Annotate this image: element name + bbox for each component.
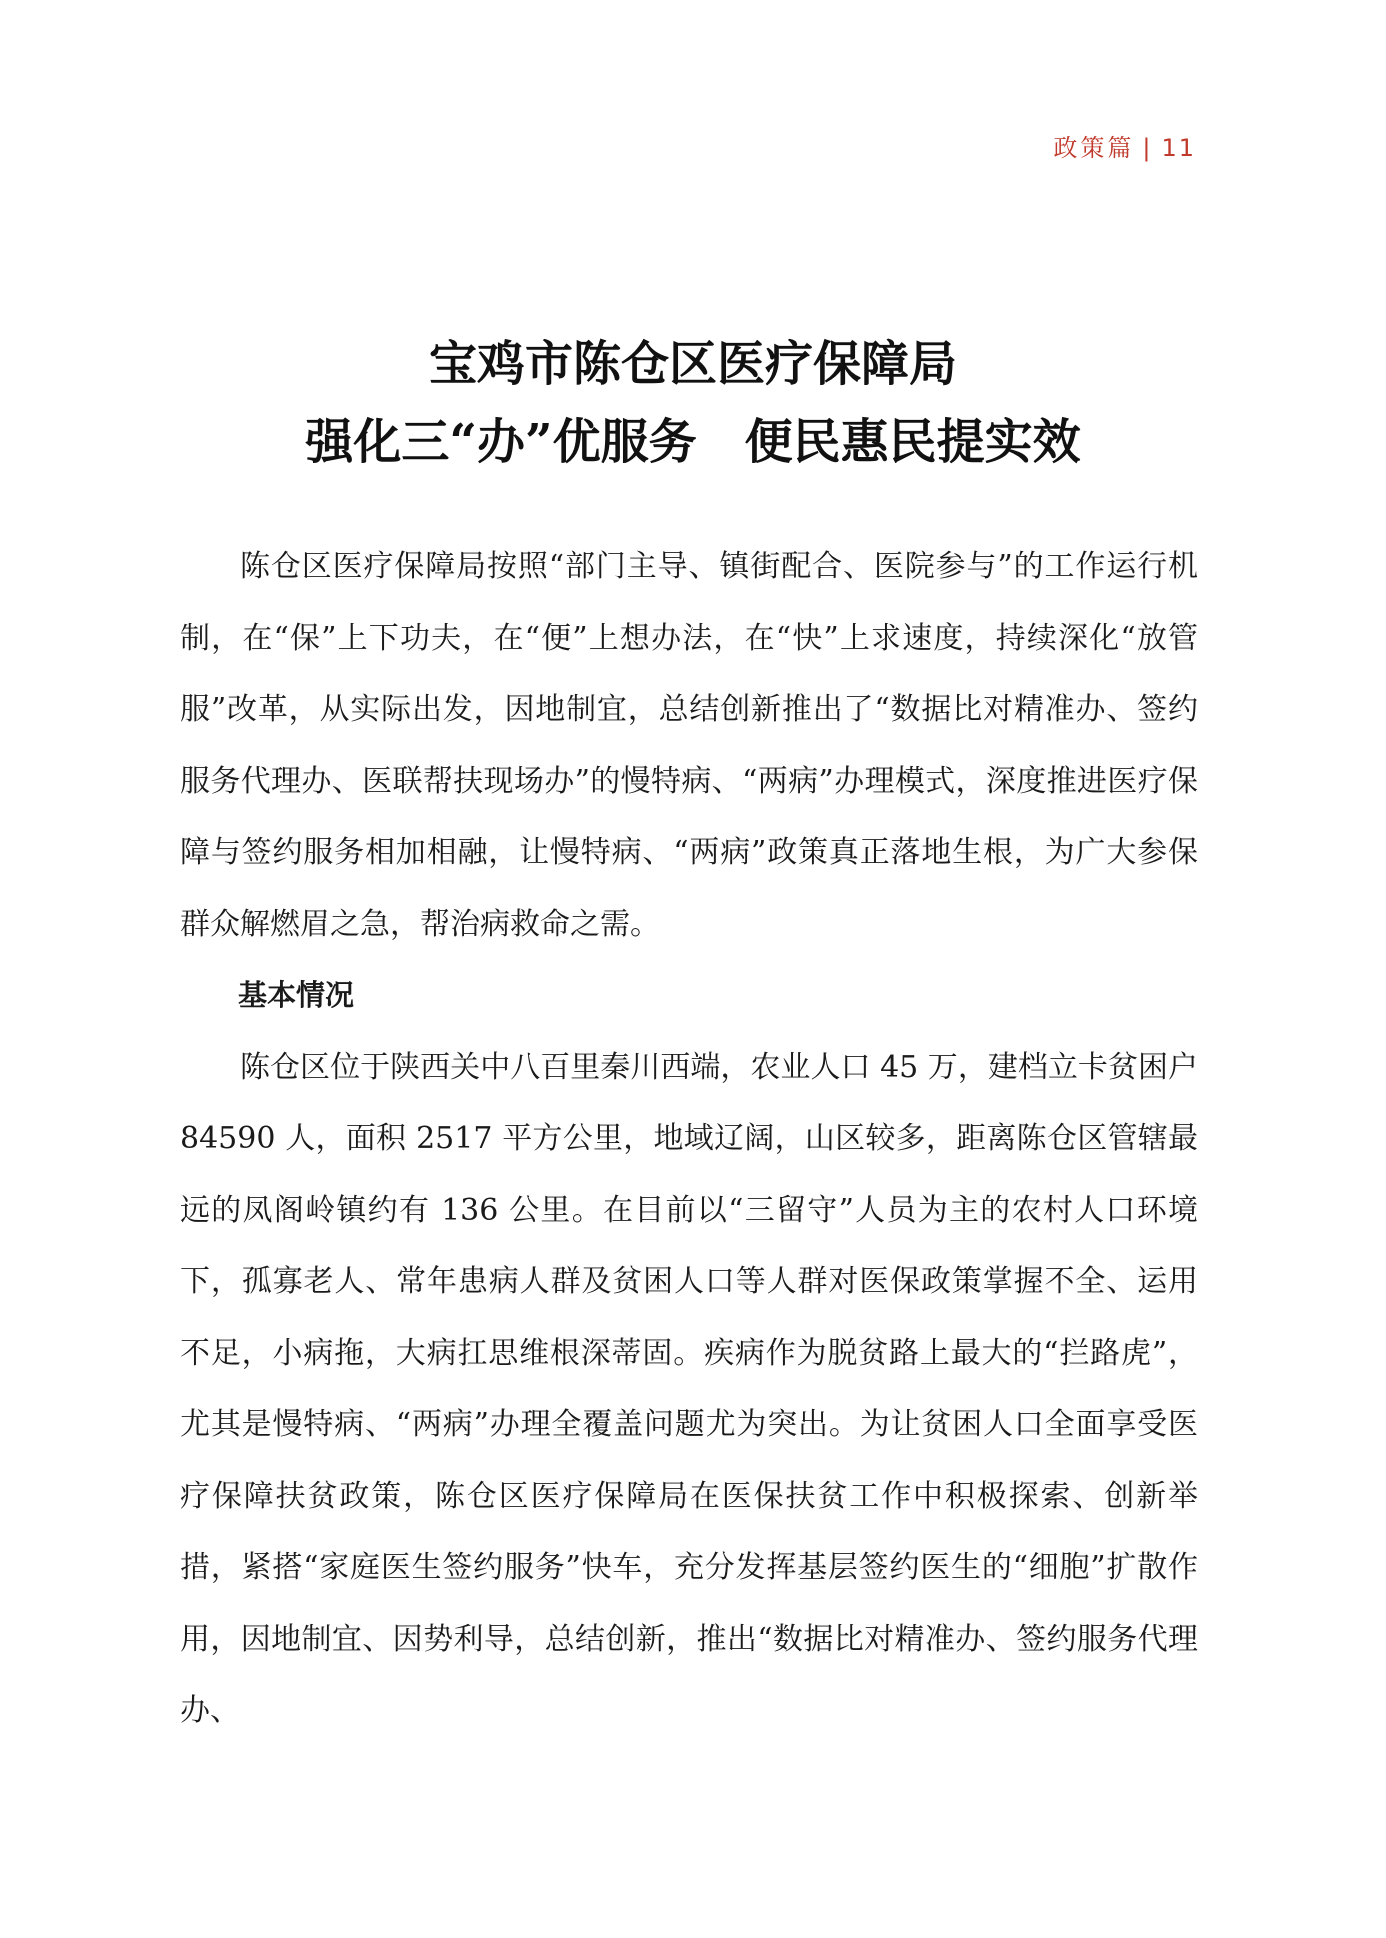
section-label: 政策篇 [1053,134,1135,162]
header-separator: | [1142,134,1154,162]
intro-paragraph: 陈仓区医疗保障局按照“部门主导、镇街配合、医院参与”的工作运行机制，在“保”上下功夫，在“便”上想办法，在“快”上求速度，持续深化“放管服”改革，从实际出发，因地制宜，总结创新推出了“数据比对精准办、签约服务代理办、医联帮扶现场办”的慢特病、“两病”办理模式，深度推进医疗保障与签约服务相加相融，让慢特病、“两病”政策真正落地生根，为广大参保群众解燃眉之急，帮治病救命之需。 [180,549,1198,942]
running-header [1053,128,1196,163]
title-line-2: 强化三“办”优服务 便民惠民提实效 [305,414,1081,470]
section-heading-basic-situation: 基本情况 [238,978,355,1012]
page-number: 11 [1161,134,1196,162]
article-title [0,325,1386,481]
article-body [180,531,1198,1747]
title-line-1: 宝鸡市陈仓区医疗保障局 [428,336,957,392]
basic-situation-paragraph: 陈仓区位于陕西关中八百里秦川西端，农业人口 45 万，建档立卡贫困户 84590 人，面积 2517 平方公里，地域辽阔，山区较多，距离陈仓区管辖最远的凤阁岭镇约有 136 公里。在目前以“三留守”人员为主的农村人口环境下，孤寡老人、常年患病人群及贫困人口等人群对医保政策掌握不全、运用不足，小病拖，大病扛思维根深蒂固。疾病作为脱贫路上最大的“拦路虎”，尤其是慢特病、“两病”办理全覆盖问题尤为突出。为让贫困人口全面享受医疗保障扶贫政策，陈仓区医疗保障局在医保扶贫工作中积极探索、创新举措，紧搭“家庭医生签约服务”快车，充分发挥基层签约医生的“细胞”扩散作用，因地制宜、因势利导，总结创新，推出“数据比对精准办、签约服务代理办、 [180,1049,1198,1728]
